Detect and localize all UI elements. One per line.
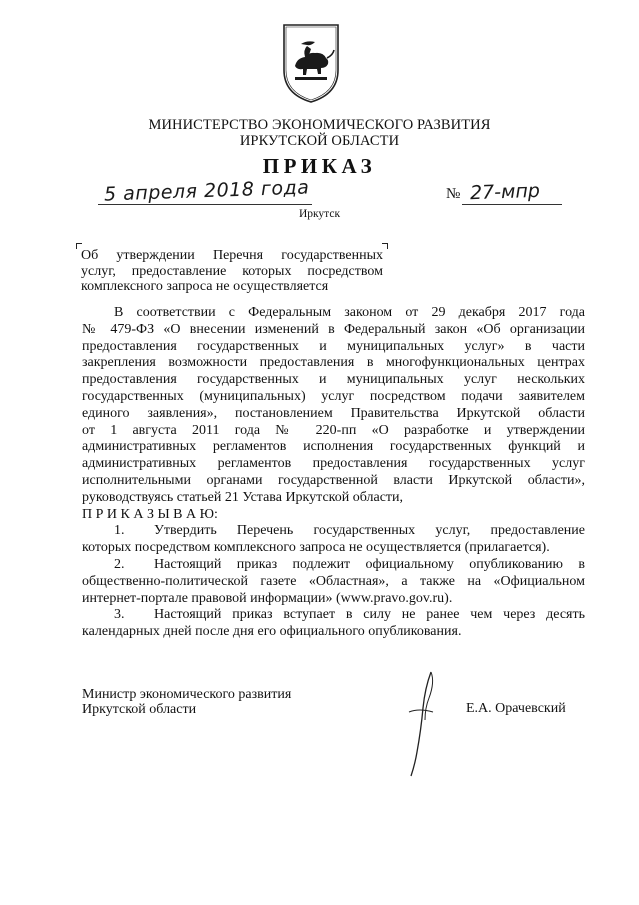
preamble-line: административных регламентов предоставления государственных услуг xyxy=(82,456,585,472)
preamble-line: руководствуясь статьей 21 Устава Иркутской области, xyxy=(82,489,404,505)
preamble-line: предоставления государственных и муниципальных услуг» в части xyxy=(82,338,585,354)
signer-position-line2: Иркутской области xyxy=(82,702,197,717)
order-body xyxy=(82,305,585,641)
item-text: Настоящий приказ подлежит официальному опубликованию в xyxy=(154,556,585,572)
city-name: Иркутск xyxy=(298,208,341,220)
preamble-line: закрепления возможности предоставления в многофункциональных центрах xyxy=(82,355,585,371)
preamble-line: № 479-ФЗ «О внесении изменений в Федеральный закон «Об организации xyxy=(82,321,585,337)
item-2-line: интернет-портале правовой информации» (www.pravo.gov.ru). xyxy=(82,590,453,606)
preamble-line: государственных (муниципальных) услуг посредством подачи заявителем xyxy=(82,388,585,404)
ministry-name-line2: ИРКУТСКОЙ ОБЛАСТИ xyxy=(239,133,400,149)
item-2-line: общественно-политической газете «Областная», а также на «Официальном xyxy=(82,573,585,589)
item-3-line: календарных дней после дня его официального опубликования. xyxy=(82,624,462,640)
order-word: П Р И К А З Ы В А Ю: xyxy=(82,506,218,522)
preamble-line: В соответствии с Федеральным законом от 29 декабря 2017 года xyxy=(114,305,585,320)
number-underline xyxy=(462,204,562,205)
item-3-line: 3. Настоящий приказ вступает в силу не ранее чем через десять xyxy=(114,607,585,623)
handwritten-number: 27-мпр xyxy=(469,179,541,205)
date-underline xyxy=(98,204,312,205)
signer-position-line1: Министр экономического развития xyxy=(82,687,292,702)
ministry-name-line1: МИНИСТЕРСТВО ЭКОНОМИЧЕСКОГО РАЗВИТИЯ xyxy=(148,117,491,133)
handwritten-signature-icon xyxy=(395,668,455,780)
subject-line: услуг, предоставление которых посредством xyxy=(81,263,383,279)
preamble-line: административных регламентов исполнения государственных функций и xyxy=(82,439,585,455)
handwritten-date: 5 апреля 2018 года xyxy=(103,176,310,206)
subject-line: Об утверждении Перечня государственных xyxy=(81,248,383,263)
number-sign: № xyxy=(446,186,461,202)
preamble-line: единого заявления», постановлением Правительства Иркутской области xyxy=(82,405,585,421)
order-subject xyxy=(81,248,383,295)
document-type-title: ПРИКАЗ xyxy=(262,154,377,178)
item-1-line: которых посредством комплексного запроса не осуществляется (прилагается). xyxy=(82,540,550,556)
preamble-line: исполнительными органами государственной власти Иркутской области», xyxy=(82,472,585,488)
item-text: Утвердить Перечень государственных услуг, предоставление xyxy=(154,523,585,539)
subject-line: комплексного запроса не осуществляется xyxy=(81,279,329,294)
item-2-line: 2. Настоящий приказ подлежит официальному опубликованию в xyxy=(114,556,585,572)
coat-of-arms-icon xyxy=(281,22,341,104)
signer-name: Е.А. Орачевский xyxy=(466,701,566,716)
preamble-line: предоставления государственных и муниципальных услуг нескольких xyxy=(82,372,585,388)
item-1-line: 1. Утвердить Перечень государственных услуг, предоставление xyxy=(114,523,585,539)
signer-position xyxy=(82,687,291,717)
item-text: Настоящий приказ вступает в силу не ранее чем через десять xyxy=(154,607,585,623)
preamble-line: от 1 августа 2011 года № 220-пп «О разработке и утверждении xyxy=(82,422,585,438)
